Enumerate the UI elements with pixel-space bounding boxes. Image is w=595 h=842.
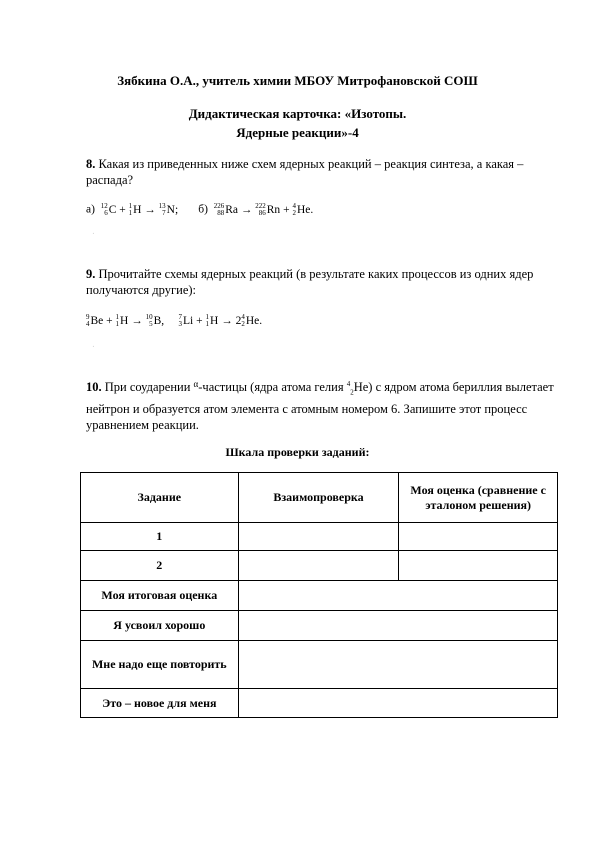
summary-label: Мне надо еще повторить (81, 641, 239, 689)
assessment-table (80, 472, 558, 718)
author-line: Зябкина О.А., учитель химии МБОУ Митрофановской СОШ (117, 73, 478, 88)
nuclide-symbol: Be (90, 315, 104, 327)
scan-mark: ˈ (92, 232, 95, 240)
plus-sign: + (106, 315, 113, 327)
coefficient: 2 (235, 315, 242, 327)
summary-row (81, 641, 558, 689)
task8-text (86, 156, 566, 188)
plus-sign: + (119, 204, 126, 216)
task-number-cell: 1 (81, 523, 239, 551)
table-row (81, 523, 558, 551)
summary-row (81, 581, 558, 611)
table-row (81, 551, 558, 581)
nuclide-symbol: H (120, 315, 129, 327)
nuclide-mass-charge: 10 5 (145, 313, 153, 328)
he-mass: 4 (346, 380, 351, 388)
header-peer-review: Взаимопроверка (238, 473, 399, 523)
task-number-cell: 2 (81, 551, 239, 581)
task8-question: Какая из приведенных ниже схем ядерных реакций – реакция синтеза, а какая – распада? (86, 157, 524, 187)
nuclide-mass-charge: 4 2 (241, 313, 245, 328)
scan-mark: ˈ (92, 345, 95, 353)
nuclide-mass-charge: 12 6 (100, 202, 108, 217)
nuclide-mass-charge: 1 1 (115, 313, 120, 328)
table-header-row (81, 473, 558, 523)
task10-text-1: При соударении (101, 380, 194, 395)
summary-row (81, 689, 558, 718)
task8-number: 8. (86, 157, 96, 171)
scale-title: Шкала проверки заданий: (225, 445, 370, 459)
task8-label-b: б) (198, 203, 208, 216)
task10-text (86, 376, 566, 433)
nuclide-symbol: Rn (266, 204, 281, 216)
nuclide-symbol: B, (153, 315, 165, 327)
nuclide-symbol: C (108, 204, 117, 216)
nuclide-mass-charge: 1 1 (128, 202, 133, 217)
task10-text-2: -частицы (ядра атома гелия (198, 380, 347, 395)
arrow-icon: → (131, 315, 143, 327)
nuclide-mass-charge: 13 7 (158, 202, 166, 217)
self-assessment-cell[interactable] (399, 523, 558, 551)
plus-sign: + (196, 315, 203, 327)
card-title-line2: Ядерные реакции»-4 (236, 125, 359, 140)
nuclide-symbol: Ra (225, 204, 239, 216)
summary-value-cell[interactable] (238, 689, 557, 718)
header-task: Задание (81, 473, 239, 523)
arrow-icon: → (240, 204, 253, 216)
nuclide-mass-charge: 226 88 (213, 202, 225, 217)
task9-formulas (86, 314, 262, 328)
task9-question: Прочитайте схемы ядерных реакций (в результате каких процессов из одних ядер получаются другие): (86, 267, 534, 297)
task10-number: 10. (86, 380, 102, 395)
summary-value-cell[interactable] (238, 641, 557, 689)
summary-label: Это – новое для меня (81, 689, 239, 718)
nuclide-mass-charge: 1 1 (205, 313, 209, 328)
self-assessment-cell[interactable] (399, 551, 558, 581)
peer-review-cell[interactable] (238, 551, 399, 581)
nuclide-symbol: H (210, 315, 219, 327)
nuclide-mass-charge: 222 86 (255, 202, 266, 217)
he-charge: 2 (350, 388, 354, 397)
arrow-icon: → (144, 204, 156, 216)
nuclide-symbol: He. (245, 315, 263, 327)
summary-row (81, 611, 558, 641)
summary-value-cell[interactable] (238, 581, 557, 611)
summary-label: Я усвоил хорошо (81, 611, 239, 641)
summary-value-cell[interactable] (238, 611, 557, 641)
task8-label-a: а) (86, 203, 95, 216)
task9-text (86, 266, 566, 298)
plus-sign: + (283, 204, 290, 216)
nuclide-mass-charge: 7 3 (178, 313, 183, 328)
nuclide-symbol: Li (183, 315, 194, 327)
he-symbol: He (353, 380, 369, 395)
nuclide-symbol: H (133, 204, 142, 216)
peer-review-cell[interactable] (238, 523, 399, 551)
arrow-icon: → (221, 315, 233, 327)
nuclide-mass-charge: 9 4 (86, 313, 90, 328)
header-self-assessment: Моя оценка (сравнение с эталоном решения) (399, 473, 558, 523)
task8-formulas (86, 203, 313, 217)
nuclide-symbol: He. (296, 204, 314, 216)
alpha-symbol: α (193, 379, 199, 390)
summary-label: Моя итоговая оценка (81, 581, 239, 611)
card-title-line1: Дидактическая карточка: «Изотопы. (188, 106, 407, 121)
task10-text-3: ) с ядром атома бериллия вылетает нейтрон и образуется атом элемента с атомным номером 6. Запишите этот процесс уравнением реакции. (86, 380, 554, 432)
nuclide-symbol: N; (166, 204, 179, 216)
nuclide-mass-charge: 4 2 (292, 202, 296, 217)
task9-number: 9. (86, 267, 96, 281)
